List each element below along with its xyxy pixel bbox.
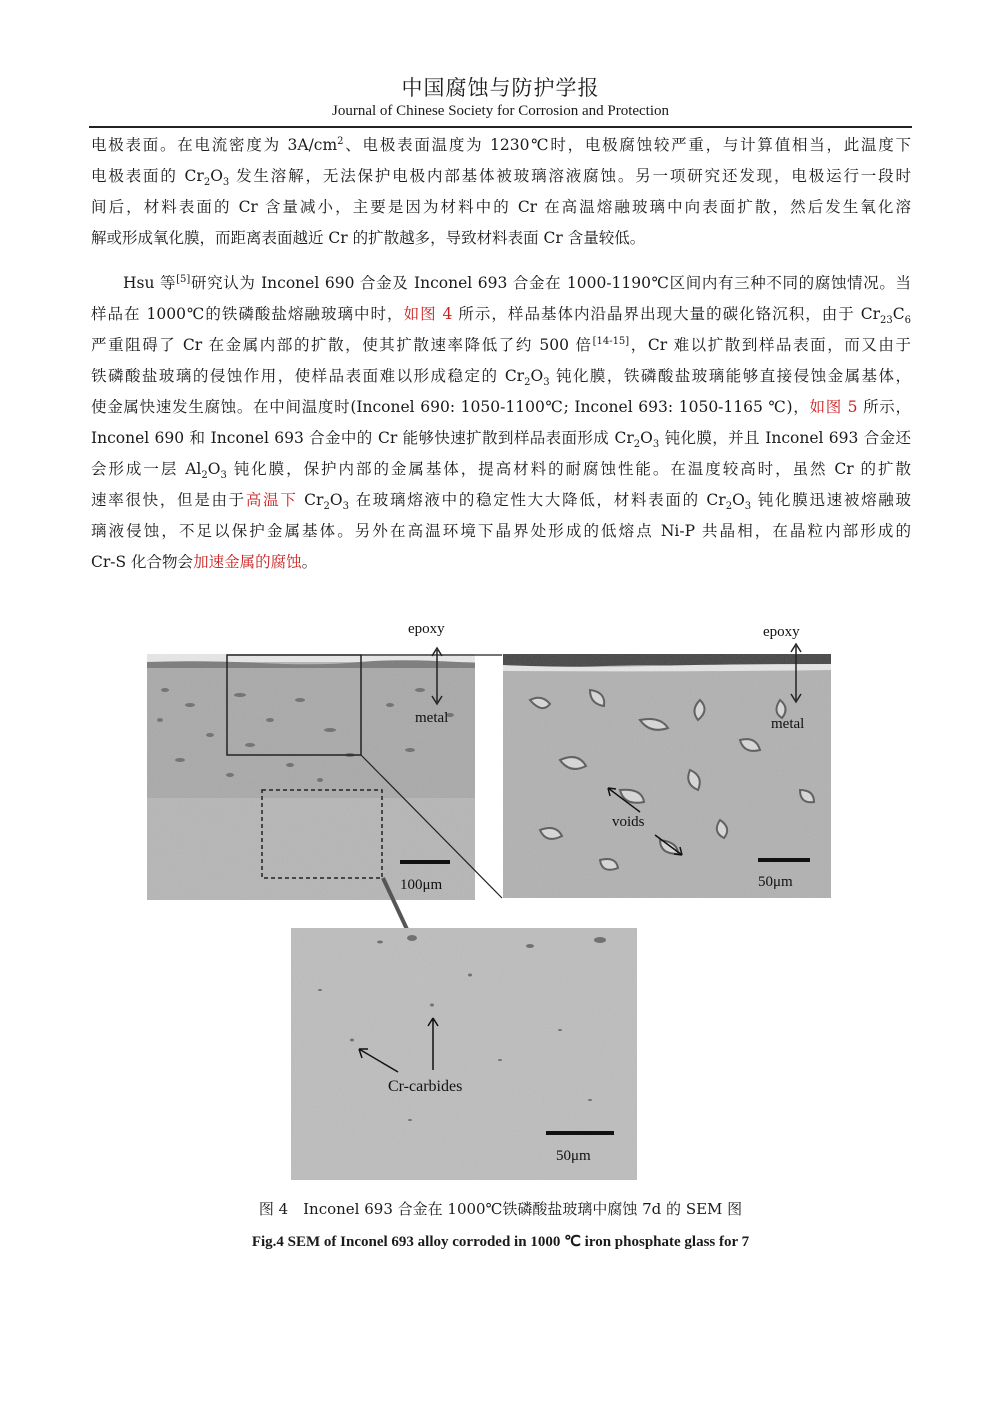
highlight-accelerated-corrosion[interactable]: 加速金属的腐蚀 bbox=[193, 553, 302, 571]
sem-panel-bottom bbox=[291, 928, 637, 1180]
text-line: Cr-S 化合物会加速金属的腐蚀。 bbox=[91, 553, 318, 571]
label-scale-right: 50μm bbox=[758, 874, 793, 890]
figure-caption-en: Fig.4 SEM of Inconel 693 alloy corroded in 1000 ℃ iron phosphate glass for 7 bbox=[251, 1234, 750, 1250]
label-scale-bottom: 50μm bbox=[556, 1148, 591, 1164]
sem-panel-left bbox=[147, 648, 475, 900]
text-line: Inconel 690 和 Inconel 693 合金中的 Cr 能够快速扩散到样品表面形成 $Cr_2O_3$ 钝化膜，并且 Inconel 693 合金还 bbox=[91, 429, 911, 451]
journal-title-en: Journal of Chinese Society for Corrosion and Protection bbox=[331, 103, 670, 119]
text-line: 电极表面的 $Cr_2O_3$ 发生溶解，无法保护电极内部基体被玻璃溶液腐蚀。另一项研究还发现，电极运行一段时 bbox=[91, 167, 911, 189]
text-line: 样品在 1000℃的铁磷酸盐熔融玻璃中时，如图 4 所示，样品基体内沿晶界出现大量的碳化铬沉积，由于 $Cr_{23}C_6$ bbox=[91, 305, 912, 327]
text-line: 解或形成氧化膜，而距离表面越近 Cr 的扩散越多，导致材料表面 Cr 含量较低。 bbox=[91, 229, 646, 247]
scale-bar bbox=[546, 1131, 614, 1135]
label-epoxy-left: epoxy bbox=[408, 621, 445, 637]
journal-title-cn: 中国腐蚀与防护学报 bbox=[401, 76, 600, 100]
label-scale-left: 100μm bbox=[400, 877, 443, 893]
text-line: 会形成一层 $Al_2O_3$ 钝化膜，保护内部的金属基体，提高材料的耐腐蚀性能。在温度较高时，虽然 Cr 的扩散 bbox=[91, 460, 911, 482]
figure-5-link[interactable]: 如图 5 bbox=[809, 398, 858, 416]
label-cr-carbides: Cr-carbides bbox=[388, 1078, 463, 1095]
text-line: 电极表面。在电流密度为 $3A/cm^2$、电极表面温度为 1230℃时，电极腐蚀较严重，与计算值相当，此温度下 bbox=[91, 135, 911, 154]
figure-caption-cn: 图 4 Inconel 693 合金在 1000℃铁磷酸盐玻璃中腐蚀 7d 的 SEM 图 bbox=[258, 1200, 743, 1218]
figure-4-link[interactable]: 如图 4 bbox=[403, 305, 453, 323]
text-line: 使金属快速发生腐蚀。在中间温度时(Inconel 690: 1050-1100℃; Inconel 693: 1050-1165 ℃)，如图 5 所示， bbox=[91, 398, 911, 416]
label-voids: voids bbox=[612, 814, 645, 830]
text-line: 铁磷酸盐玻璃的侵蚀作用，使样品表面难以形成稳定的 $Cr_2O_3$ 钝化膜，铁磷酸盐玻璃能够直接侵蚀金属基体， bbox=[91, 367, 912, 389]
text-line: Hsu 等[5]研究认为 Inconel 690 合金及 Inconel 693 合金在 1000-1190℃区间内有三种不同的腐蚀情况。当 bbox=[123, 273, 911, 292]
label-metal-left: metal bbox=[415, 710, 449, 726]
highlight-high-temp[interactable]: 高温下 bbox=[245, 491, 298, 509]
text-line: 间后，材料表面的 Cr 含量减小，主要是因为材料中的 Cr 在高温熔融玻璃中向表面扩散，然后发生氧化溶 bbox=[91, 198, 911, 216]
sem-panel-right bbox=[503, 644, 831, 898]
text-line: 速率很快，但是由于高温下 $Cr_2O_3$ 在玻璃熔液中的稳定性大大降低，材料表面的 $Cr_2O_3$ 钝化膜迅速被熔融玻 bbox=[91, 491, 911, 513]
text-line: 璃液侵蚀，不足以保护金属基体。另外在高温环境下晶界处形成的低熔点 Ni-P 共晶相，在晶粒内部形成的 bbox=[91, 522, 911, 540]
scale-bar bbox=[758, 858, 810, 862]
label-metal-right: metal bbox=[771, 716, 805, 732]
label-epoxy-right: epoxy bbox=[763, 624, 800, 640]
text-line: 严重阻碍了 Cr 在金属内部的扩散，使其扩散速率降低了约 500 倍[14-15]，Cr 难以扩散到样品表面，而又由于 bbox=[91, 335, 911, 354]
scale-bar bbox=[400, 860, 450, 864]
